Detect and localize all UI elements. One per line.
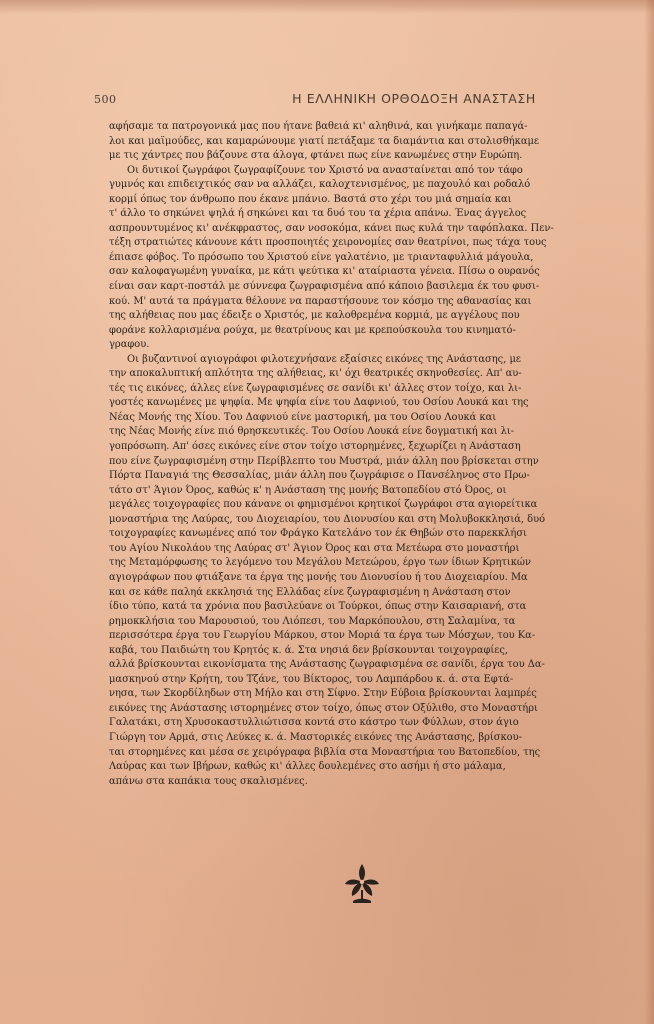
text-line: νησα, των Σκορδίληδων στη Μήλο και στη Σίφνο. Στην Εύβοια βρίσκουνται λαμπρές <box>109 688 537 700</box>
text-line: μοναστήρια της Λαύρας, του Διοχειαρίου, του Διονυσίου και στη Μολυβοκκλησιά, δυό <box>109 513 546 525</box>
text-line: τ' άλλο το σηκώνει ψηλά ή σηκώνει και τα δυό του τα χέρια απάνω. Ένας άγγελος <box>109 208 527 220</box>
page-header <box>94 88 610 110</box>
text-line: γυμνός και επιδειχτικός σαν να αλλάζει, καλοχτενισμένος, με παχουλό και ροδαλό <box>109 179 531 191</box>
text-line: τοιχογραφίες κανωμένες από τον Φράγκο Κατελάνο τον έκ Θηβών στο παρεκκλήσι <box>109 528 527 540</box>
text-line: τάτο στ' Άγιον Όρος, καθώς κ' η Ανάσταση της μονής Βατοπεδίου στό Όρος, οι <box>109 484 507 496</box>
text-line: σαν καλοφαγωμένη γυναίκα, με κάτι ψεύτικα κι' αταίριαστα γένεια. Πίσω ο ουρανός <box>109 266 540 278</box>
text-line: μεγάλες τοιχογραφίες που κάνανε οι φημισμένοι κρητικοί ζωγράφοι στα αγιορείτικα <box>109 499 538 511</box>
text-line: ίδιο τύπο, κατά τα χρόνια που βασιλεύανε οι Τούρκοι, όπως στην Καισαριανή, στα <box>109 601 527 613</box>
paragraph <box>109 353 609 789</box>
body-text <box>109 120 609 789</box>
text-line: της Νέας Μονής είνε πιό θρησκευτικές. Του Οσίου Λουκά είνε δογματική και λι- <box>109 426 515 438</box>
text-line: γοπρόσωπη. Απ' όσες εικόνες είνε στον τοίχο ιστορημένες, ξεχωρίζει η Ανάσταση <box>109 441 521 453</box>
text-line: ται στορημένες και μέσα σε χειρόγραφα βιβλία στα Μοναστήρια του Βατοπεδίου, της <box>109 746 541 758</box>
text-line: αγιογράφων που φτιάξανε τα έργα της μονής του Διονυσίου ή του Διοχειαρίου. Μα <box>109 571 528 583</box>
paragraph <box>109 120 609 164</box>
text-line: Γιώργη τον Αρμά, στις Λεύκες κ. ά. Μαστορικές εικόνες της Ανάστασης, βρίσκου- <box>109 731 522 743</box>
text-line: κορμί όπως τον άνθρωπο που έκανε μπάνιο. Βαστά στο χέρι του μιά σημαία και <box>109 193 512 205</box>
text-line: Οι δυτικοί ζωγράφοι ζωγραφίζουνε τον Χριστό να ανασταίνεται από τον τάφο <box>127 164 523 176</box>
running-title: Η ΕΛΛΗΝΙΚΗ ΟΡΘΟΔΟΞΗ ΑΝΑΣΤΑΣΗ <box>292 91 536 106</box>
text-line: ασπρουντυμένος κι' ανέκφραστος, σαν νοσοκόμα, κάνει πως κυλά την ταφόπλακα. Πεν- <box>109 222 554 234</box>
text-line: αφήσαμε τα πατρογονικά μας που ήτανε βαθειά κι' αληθινά, και γινήκαμε παπαγά- <box>109 121 528 132</box>
text-line: γραφου. <box>109 339 150 351</box>
text-line: με τις χάντρες που βάζουνε στα άλογα, φτάνει πως είνε κανωμένες στην Ευρώπη. <box>109 150 523 162</box>
text-line: καβά, του Παιδιώτη του Κρητός κ. ά. Στα νησιά δεν βρίσκουνται τοιχογραφίες, <box>109 644 509 656</box>
text-line: ρημοκκλήσια του Μαρουσιού, του Λιόπεσι, του Μαρκόπουλου, στη Σαλαμίνα, τα <box>109 615 516 627</box>
text-line: τές τις εικόνες, άλλες είνε ζωγραφισμένες σε σανίδι κι' άλλες στον τοίχο, και λι- <box>109 382 522 394</box>
text-line: είναι σαν καρτ-ποστάλ με σύννεφα ζωγραφισμένα από κάποιο βασιλεμα έκ του φυσι- <box>109 281 540 293</box>
paper-edge-shadow <box>0 0 654 14</box>
text-line: την αποκαλυπτική απλότητα της αλήθειας, κι' όχι θεατρικές σκηνοθεσίες. Απ' αυ- <box>109 368 522 380</box>
text-line: Οι βυζαντινοί αγιογράφοι φιλοτεχνήσανε εξαίσιες εικόνες της Ανάστασης, με <box>127 353 522 365</box>
text-line: της Μεταμόρφωσης το λεγόμενο του Μεγάλου Μετεώρου, έργο των ίδιων Κρητικών <box>109 557 531 569</box>
text-line: εικόνες της Ανάστασης ιστορημένες στον τοίχο, όπως στον Οξύλιθο, στο Μοναστήρι <box>109 702 538 714</box>
page-number: 500 <box>94 92 117 106</box>
text-line: περισσότερα έργα του Γεωργίου Μάρκου, στον Μοριά τα έργα των Μόσχων, του Κα- <box>109 630 536 642</box>
text-line: Λαύρας και των Ιβήρων, καθώς κι' άλλες δουλεμένες στο ασήμι ή στο μάλαμα, <box>109 761 506 773</box>
text-line: κού. Μ' αυτά τα πράγματα θέλουνε να παραστήσουνε τον κόσμο της αθανασίας και <box>109 295 532 307</box>
floral-vignette-icon <box>339 860 385 906</box>
text-line: έπιασε φόβος. Το πρόσωπο του Χριστού είνε γαλατένιο, με τριανταφυλλιά μάγουλα, <box>109 251 534 263</box>
text-line: που είνε ζωγραφισμένη στην Περίβλεπτο του Μυστρά, μιάν άλλη που βρίσκεται στην <box>109 455 539 467</box>
text-line: Νέας Μονής της Χίου. Του Δαφνιού είνε μαστορική, μα του Οσίου Λουκά και <box>109 411 497 423</box>
text-line: λοι και μαϊμούδες, και καμαρώνουμε γιατί πετάξαμε τα διαμάντια και στολισθήκαμε <box>109 135 540 147</box>
text-line: του Αγίου Νικολάου της Λαύρας στ' Άγιον Όρος και στα Μετέωρα στο μοναστήρι <box>109 542 520 554</box>
text-line: Πόρτα Παναγιά της Θεσσαλίας, μιάν άλλη που ζωγράφισε ο Πανσέληνος στο Πρω- <box>109 470 530 482</box>
text-line: τέξη στρατιώτες κάνουνε κάτι προσποιητές χειρονομίες σαν θεατρίνοι, πως τάχα τους <box>109 237 547 249</box>
paper-edge-shadow <box>644 0 654 1024</box>
text-line: γοστές κανωμένες με ψηφία. Με ψηφία είνε του Δαφνιού, του Οσίου Λουκά και της <box>109 397 529 409</box>
text-line: απάνω στα καπάκια τους σκαλισμένες. <box>109 775 308 787</box>
text-line: και σε κάθε παληά εκκλησιά της Ελλάδας είνε ζωγραφισμένη η Ανάσταση στον <box>109 586 511 598</box>
text-line: μασκηνού στην Κρήτη, του Τζάνε, του Βίκτορος, του Λαμπάρδου κ. ά. στα Εφτά- <box>109 673 514 685</box>
text-line: της αλήθειας που μας έδειξε ο Χριστός, με καλοθρεμένα κορμιά, με αγγέλους που <box>109 310 520 322</box>
text-line: Γαλατάκι, στη Χρυσοκαστυλλιώτισσα κοντά στο κάστρο των Φύλλων, στον άγιο <box>109 717 519 729</box>
paragraph <box>109 164 609 353</box>
text-line: φοράνε κολλαρισμένα ρούχα, με θεατρίνους και με κρεπούσκουλα του κινηματό- <box>109 324 516 336</box>
text-line: αλλά βρίσκουνται εικονίσματα της Ανάστασης ζωγραφισμένα σε σανίδι, έργα του Δα- <box>109 659 545 671</box>
